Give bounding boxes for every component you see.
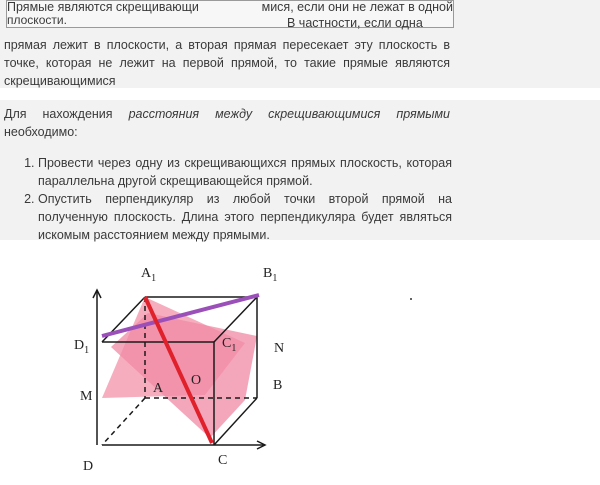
distance-intro-line2: необходимо: [4, 125, 78, 139]
label-d: D [83, 459, 94, 474]
definition-line4: прямая лежит в плоскости, а вторая прямая пересекает эту плоскость в [4, 38, 450, 52]
label-c1 [222, 336, 236, 354]
label-b1-sub: 1 [272, 272, 278, 284]
label-c1-sub: 1 [231, 342, 237, 354]
label-d1 [74, 338, 89, 356]
distance-intro-italic: расстояния между скрещивающимися прямыми [128, 107, 450, 121]
label-a: A [153, 381, 164, 396]
label-a1 [141, 266, 156, 284]
definition-line5: точке, которая не лежит на первой прямой, то такие прямые являются [4, 56, 450, 70]
label-a1-sub: 1 [151, 272, 157, 284]
label-b1-text: B [263, 266, 273, 281]
step-line: 2. Опустить перпендикуляр из любой точки второй прямой на [38, 192, 452, 206]
stray-dot [410, 298, 412, 300]
label-b1 [263, 266, 277, 284]
definition-line1-right: мися, если они не лежат в одной [261, 0, 453, 14]
definition-line1-left: Прямые являются скрещивающи [7, 0, 199, 14]
definition-line6: скрещивающимися [4, 74, 116, 88]
label-d1-text: D [74, 338, 85, 353]
step-line: искомым расстоянием между прямыми. [38, 228, 270, 242]
definition-line3-text: В частности, если одна [287, 16, 423, 30]
distance-intro-part1: Для нахождения [4, 107, 113, 121]
step-line: параллельна другой скрещивающейся прямой. [38, 174, 313, 188]
label-b: B [273, 378, 283, 393]
label-a1-text: A [141, 266, 152, 281]
definition-line2: плоскости. [7, 13, 67, 27]
label-m: M [80, 389, 93, 404]
label-c1-text: C [222, 336, 232, 351]
label-c: C [218, 453, 228, 468]
label-d1-sub: 1 [84, 344, 90, 356]
step-line: 1. Провести через одну из скрещивающихся прямых плоскость, которая [38, 156, 452, 170]
step-line: полученную плоскость. Длина этого перпендикуляра будет являться [38, 210, 452, 224]
label-n: N [274, 341, 285, 356]
label-o: O [191, 373, 202, 388]
